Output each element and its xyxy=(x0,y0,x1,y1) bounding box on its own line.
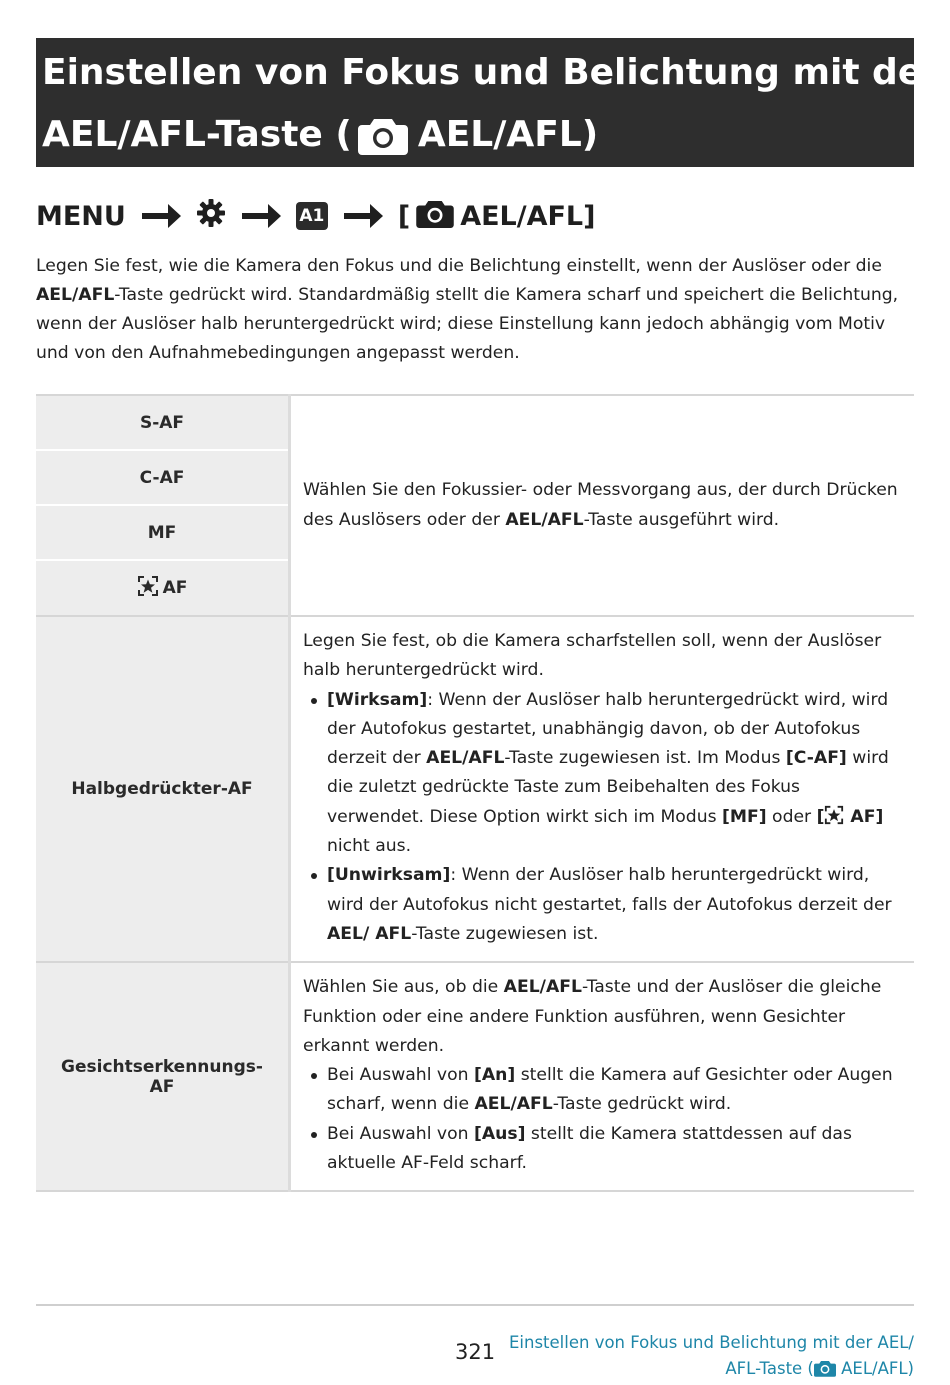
menu-item xyxy=(398,198,596,235)
list-item: Bei Auswahl von [Aus] stellt die Kamera stattdessen auf das aktuelle AF-Feld scharf. xyxy=(327,1120,900,1179)
menu-path xyxy=(36,194,595,238)
menu-item-label: AEL/AFL] xyxy=(460,200,596,232)
modes-desc-text-2: -Taste ausgeführt wird. xyxy=(583,509,780,530)
page-number: 321 xyxy=(455,1340,496,1364)
face-af-description xyxy=(290,962,915,1191)
arrow-right-icon xyxy=(342,201,384,231)
intro-text-1: Legen Sie fest, wie die Kamera den Fokus und die Belichtung einstellt, wenn der Auslöser oder die xyxy=(36,256,882,276)
footer-divider xyxy=(36,1304,914,1306)
camera-icon xyxy=(814,1359,836,1385)
gear-icon xyxy=(196,198,226,235)
mode-c-af: C-AF xyxy=(36,450,290,505)
page-title xyxy=(36,38,940,167)
face-af-label: Gesichtserkennungs-AF xyxy=(36,962,290,1191)
mode-star-af xyxy=(36,560,290,616)
footer-link-line-2[interactable]: AFL-Taste ( AEL/AFL) xyxy=(494,1356,914,1385)
star-af-icon xyxy=(137,575,159,602)
settings-table xyxy=(36,394,914,1192)
mode-s-af: S-AF xyxy=(36,395,290,450)
tab-a1-icon: A1 xyxy=(296,202,328,230)
menu-item-open: [ xyxy=(397,200,411,232)
title-prefix: AEL/AFL-Taste ( xyxy=(42,114,352,155)
star-af-label: AF xyxy=(162,578,188,598)
half-press-af-label: Halbgedrückter-AF xyxy=(36,616,290,962)
camera-icon xyxy=(358,115,408,155)
title-suffix: AEL/AFL) xyxy=(417,114,599,155)
half-intro: Legen Sie fest, ob die Kamera scharfstellen soll, wenn der Auslöser halb heruntergedrückt wird. xyxy=(303,631,882,681)
intro-paragraph xyxy=(36,252,914,368)
list-item: [Unwirksam]: Wenn der Auslöser halb heruntergedrückt wird, wird der Autofokus nicht gestartet, falls der Autofokus derzeit der AEL/ AFL-Taste zugewiesen ist. xyxy=(327,861,900,949)
menu-label: MENU xyxy=(36,200,126,232)
footer-link-line-1[interactable]: Einstellen von Fokus und Belichtung mit der AEL/ xyxy=(508,1333,914,1352)
footer-section-link[interactable] xyxy=(494,1330,914,1385)
arrow-right-icon xyxy=(140,201,182,231)
title-line-2 xyxy=(42,104,906,166)
intro-bold: AEL/AFL xyxy=(36,285,115,305)
mode-mf: MF xyxy=(36,505,290,560)
intro-text-2: -Taste gedrückt wird. Standardmäßig stellt die Kamera scharf und speichert die Belichtung, wenn der Auslöser halb heruntergedrückt wird; diese Einstellung kann jedoch abhängig vom Motiv und von den Aufnahmebedingungen angepasst werden. xyxy=(36,285,899,363)
arrow-right-icon xyxy=(240,201,282,231)
modes-desc-text: Wählen Sie den Fokussier- oder Messvorgang aus, der durch Drücken des Auslösers oder der xyxy=(303,480,898,530)
modes-description xyxy=(290,395,915,616)
face-intro: Wählen Sie aus, ob die AEL/AFL-Taste und der Auslöser die gleiche Funktion oder eine andere Funktion ausführen, wenn Gesichter erkannt werden. xyxy=(303,977,882,1056)
title-line-1: Einstellen von Fokus und Belichtung mit der xyxy=(42,52,940,93)
modes-desc-bold: AEL/AFL xyxy=(505,509,584,530)
list-item: Bei Auswahl von [An] stellt die Kamera auf Gesichter oder Augen scharf, wenn die AEL/AFL-Taste gedrückt wird. xyxy=(327,1061,900,1120)
list-item: [Wirksam]: Wenn der Auslöser halb heruntergedrückt wird, wird der Autofokus gestartet, unabhängig davon, ob der Autofokus derzeit der AEL/AFL-Taste zugewiesen ist. Im Modus [C-AF] wird die zuletzt gedrückte Taste zum Beibehalten des Fokus verwendet. Diese Option wirkt sich im Modus [MF] oder [ AF] nicht aus. xyxy=(327,686,900,862)
half-press-af-description xyxy=(290,616,915,962)
star-af-icon xyxy=(824,807,844,827)
camera-icon xyxy=(416,198,454,235)
